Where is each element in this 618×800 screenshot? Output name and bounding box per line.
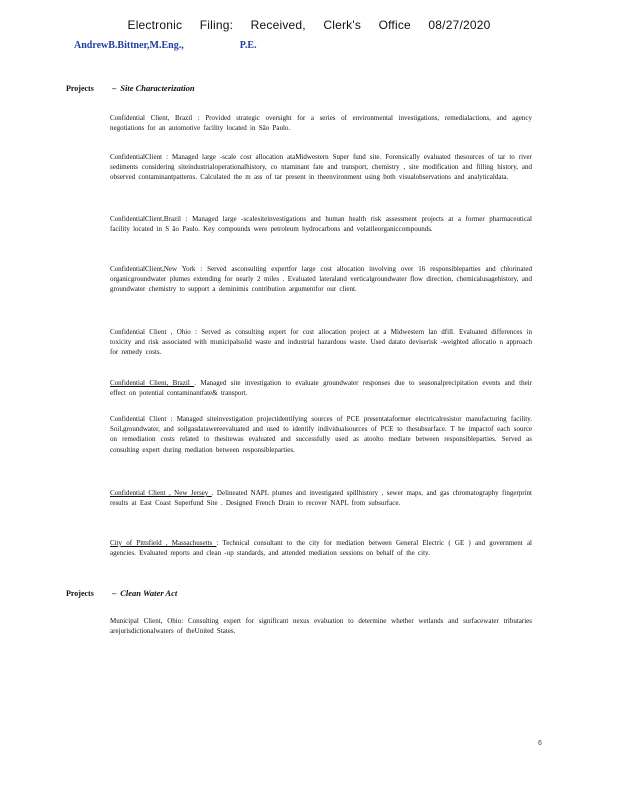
entry-text: . Delineated NAPL plumes and investigated spillhistory , sewer maps, and gas chromatography fingerprint results at East Coast Superfund Site . Designed French Drain to recover NAPL from subsurface. (110, 489, 532, 508)
author-name (74, 40, 257, 51)
project-entry (110, 327, 532, 358)
section-heading (112, 83, 195, 93)
heading-dash: – (112, 83, 117, 93)
project-entry (110, 414, 532, 455)
page-number: 6 (538, 740, 542, 747)
author-suffix: P.E. (239, 40, 257, 51)
entry-text: . Managed site investigation to evaluate groundwater responses due to seasonalprecipitation events and their effect on potential contaminantfate& transport. (110, 379, 532, 398)
section-label: Projects (66, 589, 94, 598)
entry-client: City of Pittsfield , Massachusetts (110, 539, 217, 547)
section-label: Projects (66, 84, 94, 93)
heading-text: Site Characterization (120, 83, 195, 93)
entry-text: Municipal Client, Ohio: Consulting expert for significant nexus evaluation to determine whether wetlands and surfacewater tributaries arejurisdictionalwaters of theUnited States. (110, 617, 532, 636)
project-entry (110, 214, 532, 234)
entry-text: Confidential Client, Brazil : Provided strategic oversight for a series of environmental investigations, remedialactions, and agency negotiations for an automotive facility located in São Paulo. (110, 114, 532, 133)
entry-text: Confidential Client : Managed siteinvestigation projectidentifying sources of PCE presentataformer electricalresistor manufacturing facility. Soil,groundwater, and soilgasdatawereevaluated and used to identify individualsources of PCE to thesubsurface. T he impactof each source on remediation costs related to thesitewas evaluated and successfully used as atoolto mediate between responsibleparties. Served as consulting expert during mediation between responsibleparties. (110, 415, 532, 454)
project-entry (110, 538, 532, 558)
entry-client: Confidential Client , New Jersey (110, 489, 212, 497)
entry-text: : Technical consultant to the city for mediation between General Electric ( GE ) and government al agencies. Evaluated reports and clean -up standards, and attended mediation sessions on behalf of the city. (110, 539, 532, 558)
entry-text: ConfidentialClient,New York : Served asconsulting expertfor large cost allocation involving over 16 responsibleparties and chlorinated organicgroundwater plumes extending for nearly 2 miles . Evaluated lateraland verticalgroundwater flow direction, chemicalusagehistory, and groundwater chemistry to support a deminimis contribution argumentfor our client. (110, 265, 532, 294)
project-entry (110, 616, 532, 636)
project-entry (110, 113, 532, 133)
entry-text: Confidential Client , Ohio : Served as consulting expert for cost allocation project at a Midwestern lan dfill. Evaluated differences in toxicity and risk associated with municipalsolid waste and industrial hazardous waste. Used datato deviserisk -weighted allocatio n approach for remedy costs. (110, 328, 532, 357)
entry-text: ConfidentialClient : Managed large -scale cost allocation ataMidwestern Super fund site. Forensically evaluated thesources of tar to river sediments considering siteindustrialoperationalhistory, co ntaminant fate and transport, chemistry , site modification and filling history, and observed contaminantpatterns. Calculated the m ass of tar present in theenvironment using both visualobservations and analyticaldata. (110, 153, 532, 182)
project-entry (110, 488, 532, 508)
project-entry (110, 152, 532, 183)
author-name-text: AndrewB.Bittner,M.Eng., (74, 40, 184, 51)
filing-header: Electronic Filing: Received, Clerk's Office 08/27/2020 (127, 18, 491, 32)
heading-dash: – (112, 588, 117, 598)
project-entry (110, 378, 532, 398)
heading-text: Clean Water Act (120, 588, 178, 598)
project-entry (110, 264, 532, 295)
entry-text: ConfidentialClient,Brazil : Managed large -scalesiteinvestigations and human health risk assessment projects at a former pharmaceutical facility located in S ão Paulo. Key compounds were petroleum hydrocarbons and volatileorganiccompounds. (110, 215, 532, 234)
entry-client: Confidential Client, Brazil (110, 379, 195, 387)
section-heading (112, 588, 177, 598)
